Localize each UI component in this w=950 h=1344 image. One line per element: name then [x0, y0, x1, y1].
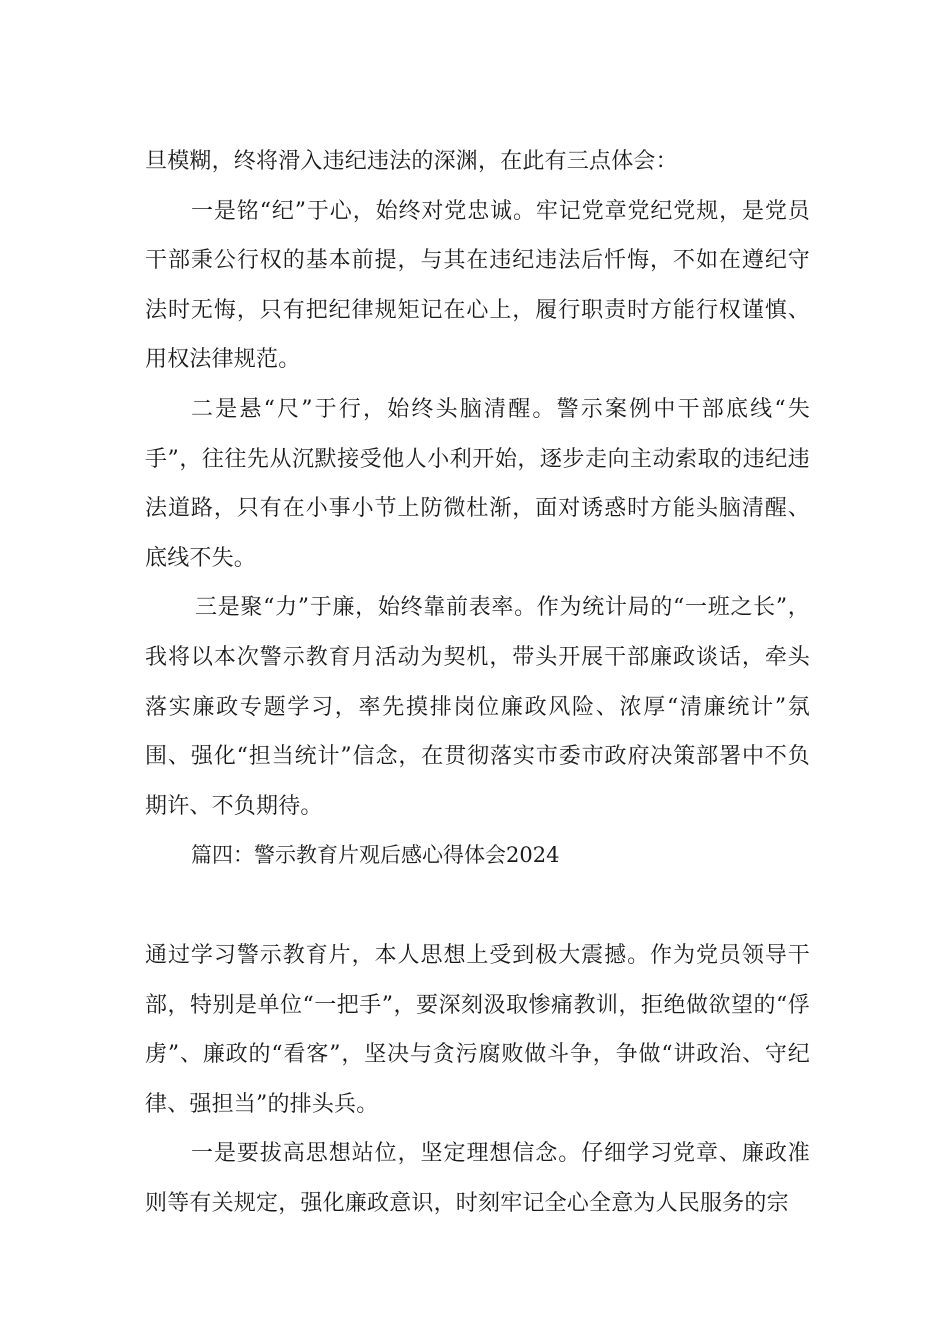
- paragraph-point-three: 三是聚“力”于廉，始终靠前表率。作为统计局的“一班之长”，我将以本次警示教育月活动为契机，带头开展干部廉政谈话，牵头落实廉政专题学习，率先摸排岗位廉政风险、浓厚“清廉统计”氛围、强化“担当统计”信念，在贯彻落实市委市政府决策部署中不负期许、不负期待。: [145, 595, 810, 819]
- paragraph-section-point-one: 一是要拔高思想站位，坚定理想信念。仔细学习党章、廉政准则等有关规定，强化廉政意识，时刻牢记全心全意为人民服务的宗: [145, 1141, 810, 1216]
- section-heading: 篇四：警示教育片观后感心得体会2024: [191, 843, 560, 868]
- paragraph-point-two: 二是悬“尺”于行，始终头脑清醒。警示案例中干部底线“失手”，往往先从沉默接受他人小利开始，逐步走向主动索取的违纪违法道路，只有在小事小节上防微杜渐，面对诱惑时方能头脑清醒、底线不失。: [145, 396, 810, 571]
- paragraph-continuation: 旦模糊，终将滑入违纪违法的深渊，在此有三点体会：: [145, 149, 678, 174]
- paragraph-section-intro: 通过学习警示教育片，本人思想上受到极大震撼。作为党员领导干部，特别是单位“一把手”，要深刻汲取惨痛教训，拒绝做欲望的“俘虏”、廉政的“看客”，坚决与贪污腐败做斗争，争做“讲政治、守纪律、强担当”的排头兵。: [145, 942, 810, 1117]
- document-body: [145, 137, 810, 1228]
- section-gap: [145, 881, 810, 931]
- paragraph-point-one: 一是铭“纪”于心，始终对党忠诚。牢记党章党纪党规，是党员干部秉公行权的基本前提，与其在违纪违法后忏悔，不如在遵纪守法时无悔，只有把纪律规矩记在心上，履行职责时方能行权谨慎、用权法律规范。: [145, 198, 810, 373]
